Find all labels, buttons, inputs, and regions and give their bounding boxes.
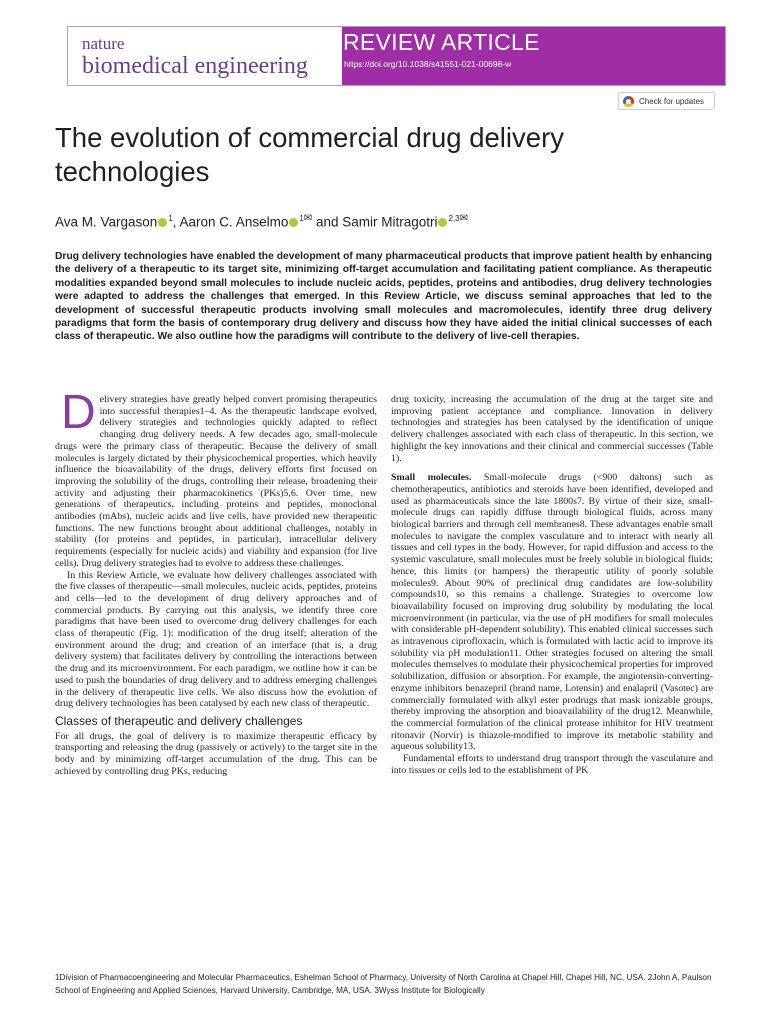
journal-logo [82,35,308,78]
check-updates-label: Check for updates [639,96,704,106]
drop-cap: D [61,386,96,439]
body-paragraph: In this Review Article, we evaluate how delivery challenges associated with the five classes of therapeutic—small molecules, nucleic acids, peptides, proteins and cells—led to the development of drug delivery approaches and of commercial products. By carrying out this analysis, we identify three core paradigms that have been used to overcome drug delivery challenges for each class of therapeutic (Fig. 1): modification of the drug itself; alteration of the environment around the drug; and creation of an interface (that is, a drug delivery system) that facilitates delivery by controlling the interactions between the drug and its microenvironment. For each paradigm, we outline how it can be used to push the boundaries of drug delivery and to address emerging challenges in the delivery of therapeutic live cells. We also discuss how the evolution of drug delivery technologies has been catalysed by each new class of therapeutic. [55,569,377,710]
journal-name-line2: biomedical engineering [82,53,308,79]
section-heading: Classes of therapeutic and delivery challenges [55,713,303,728]
body-paragraph: drug toxicity, increasing the accumulation of the drug at the target site and improving patient acceptance and compliance. Innovation in delivery technologies and strategies has been catalysed by the identification of unique delivery challenges associated with each class of therapeutic. In this section, we highlight the key innovations and their clinical and commercial successes (Table 1). [391,394,713,464]
article-type: REVIEW ARTICLE [343,29,540,55]
subsection-heading: Small molecules. [391,472,472,484]
author-list: Ava M. Vargason $^1$, Aaron C. Anselmo $^{1✉}$ and Samir Mitragotri $^{2,3✉}$ [55,213,468,230]
check-updates-icon [623,96,634,107]
body-paragraph: For all drugs, the goal of delivery is to maximize therapeutic efficacy by transporting and releasing the drug (passively or actively) to the target site in the body and by minimizing off-target accumulation of the drug. This can be achieved by controlling drug PKs, reducing [55,730,377,777]
body-column-right [391,394,713,777]
article-title: The evolution of commercial drug delivery technologies [55,122,564,188]
doi-link[interactable]: https://doi.org/10.1038/s41551-021-00698-w [344,59,512,69]
email-envelope-icon[interactable]: ✉ [303,213,313,224]
article-type-banner [342,27,725,85]
body-paragraph: Small molecules. Small-molecule drugs (<900 daltons) such as chemotherapeutics, antibiotics and steroids have been identified, developed and used as pharmaceuticals since the late 1800s7. By virtue of their size, small-molecule drugs can rapidly diffuse through biological fluids, across many biological barriers and through cell membranes8. These advantages enable small molecules to navigate the complex vasculature and to interact with nearly all tissues and cell types in the body. However, for rapid diffusion and access to the systemic vasculature, small molecules must be freely soluble in biological fluids; hence, this limits (or hampers) the therapeutic utility of poorly soluble molecules9. About 90% of preclinical drug candidates are low-solubility compounds10, so this remains a challenge. Strategies to overcome low bioavailability focused on improving drug solubility by modulating the local microenvironment (in particular, via the use of pH modifiers for small molecules with considerable pH-dependent solubility). This enabled clinical successes such as intravenous ciprofloxacin, which is formulated with lactic acid to improve its solubility via pH modulation11. Other strategies focused on altering the small molecules themselves to modulate their physicochemical properties for improved solubilization, diffusion or absorption. For example, the angiotensin-converting-enzyme inhibitors benazepril (brand name, Lotensin) and enalapril (Vasotec) are commercially formulated with alkyl ester prodrugs that mask ionizable groups, thereby improving the absorption and bioavailability of the drug12. Meanwhile, the commercial formulation of the clinical protease inhibitor for HIV treatment ritonavir (Norvir) is thiazole-modified to improve its metabolic stability and aqueous solubility13. [391,472,714,753]
journal-header [67,26,726,86]
author-name[interactable]: Ava M. Vargason [55,214,158,230]
body-column-left [55,386,377,778]
body-paragraph: Fundamental efforts to understand drug transport through the vasculature and into tissues or cells led to the establishment of PK [391,753,713,776]
check-for-updates-button[interactable] [618,92,715,110]
orcid-icon[interactable] [438,218,447,227]
affiliations-footnote: 1Division of Pharmacoengineering and Molecular Pharmaceutics, Eshelman School of Pharmacy, University of North Carolina at Chapel Hill, Chapel Hill, NC, USA. 2John A. Paulson School of Engineering and Applied Sciences, Harvard University, Cambridge, MA, USA. 3Wyss Institute for Biologically [55,973,712,995]
orcid-icon[interactable] [289,218,298,227]
orcid-icon[interactable] [158,218,167,227]
author-name[interactable]: Aaron C. Anselmo [179,214,289,230]
affiliation-ref: 2,3 [448,214,460,223]
journal-name-line1: nature [82,34,125,53]
author-name[interactable]: Samir Mitragotri [342,214,438,230]
body-paragraph: elivery strategies have greatly helped convert promising therapeutics into successful therapies1–4. As the therapeutic landscape evolved, delivery strategies and technologies quickly adapted to reflect changing drug delivery needs. A few decades ago, small-molecule drugs were the primary class of therapeutic. Because the delivery of small molecules is largely dictated by their physicochemical properties, which heavily influence the bioavailability of the drugs, delivery efforts first focused on improving the solubility of the drugs, controlling their release, broadening their activity and adjusting their pharmacokinetics (PKs)5,6. Over time, new generations of therapeutics, including proteins and peptides, monoclonal antibodies (mAbs), nucleic acids and live cells, have provided new therapeutic functions. The new functions brought about additional challenges, notably in stability (for proteins and peptides, in particular), intracellular delivery requirements (especially for nucleic acids) and viability and expansion (for live cells). Drug delivery strategies had to evolve to address these challenges. [55,394,377,569]
abstract: Drug delivery technologies have enabled the development of many pharmaceutical products that improve patient health by enhancing the delivery of a therapeutic to its target site, minimizing off-target accumulation and facilitating patient compliance. As therapeutic modalities expanded beyond small molecules to include nucleic acids, peptides, proteins and antibodies, drug delivery technologies were adapted to address the challenges that emerged. In this Review Article, we discuss seminal approaches that led to the development of successful therapeutic products involving small molecules and macromolecules, identify three drug delivery paradigms that form the basis of contemporary drug delivery and discuss how they have aided the initial clinical successes of each class of therapeutic. We also outline how the paradigms will contribute to the delivery of live-cell therapies. [55,251,712,343]
affiliation-ref: 1 [168,214,173,223]
affiliation-ref: 1 [299,214,304,223]
email-envelope-icon[interactable]: ✉ [459,213,468,224]
